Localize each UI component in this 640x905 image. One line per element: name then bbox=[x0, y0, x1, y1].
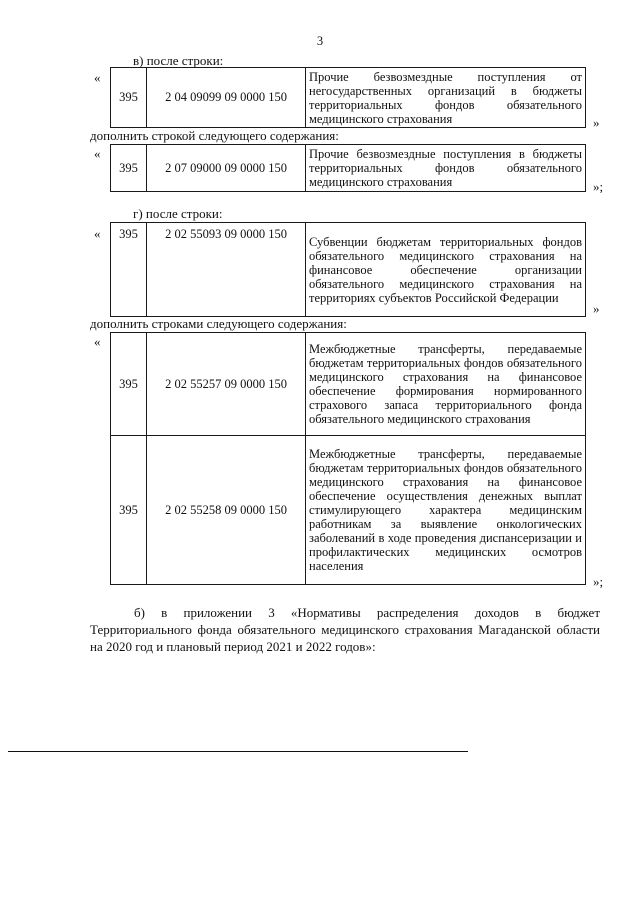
open-quote: « bbox=[94, 226, 101, 241]
closing-paragraph: б) в приложении 3 «Нормативы распределения доходов в бюджет Территориального фонда обязательного медицинского страхования Магаданской области на 2020 год и плановый период 2021 и 2022 годов»: bbox=[90, 605, 600, 654]
open-quote: « bbox=[94, 146, 101, 161]
admin-code-cell: 395 bbox=[111, 436, 147, 585]
table-v bbox=[110, 67, 586, 128]
revenue-name-cell: Прочие безвозмездные поступления от негосударственных организаций в бюджеты территориальных фондов обязательного медицинского страхования bbox=[306, 68, 586, 128]
add-row-label: дополнить строкой следующего содержания: bbox=[90, 128, 339, 143]
open-quote: « bbox=[94, 334, 101, 349]
admin-code-cell: 395 bbox=[111, 223, 147, 317]
open-quote: « bbox=[94, 70, 101, 85]
table-g bbox=[110, 222, 586, 317]
table-row bbox=[111, 333, 586, 436]
admin-code-cell: 395 bbox=[111, 68, 147, 128]
revenue-code-cell: 2 02 55257 09 0000 150 bbox=[147, 333, 306, 436]
close-quote-semicolon: »; bbox=[593, 574, 604, 589]
admin-code-cell: 395 bbox=[111, 333, 147, 436]
table-add-one bbox=[110, 144, 586, 192]
revenue-code-cell: 2 04 09099 09 0000 150 bbox=[147, 68, 306, 128]
footer-rule bbox=[8, 751, 468, 752]
revenue-code-cell: 2 07 09000 09 0000 150 bbox=[147, 145, 306, 192]
revenue-name-cell: Межбюджетные трансферты, передаваемые бюджетам территориальных фондов обязательного медицинского страхования на финансовое обеспечение формирования нормированного страхового запаса территориального фонда обязательного медицинского страхования bbox=[306, 333, 586, 436]
close-quote: » bbox=[593, 301, 600, 316]
table-row bbox=[111, 145, 586, 192]
page-number: 3 bbox=[316, 34, 324, 48]
table-row bbox=[111, 223, 586, 317]
close-quote-semicolon: »; bbox=[593, 179, 604, 194]
section-v-label: в) после строки: bbox=[133, 53, 224, 68]
add-rows-label: дополнить строками следующего содержания: bbox=[90, 316, 347, 331]
revenue-name-cell: Межбюджетные трансферты, передаваемые бюджетам территориальных фондов обязательного медицинского страхования на финансовое обеспечение осуществления денежных выплат стимулирующего характера медицинским работникам за выявление онкологических заболеваний в ходе проведения диспансеризации и профилактических медицинских осмотров населения bbox=[306, 436, 586, 585]
revenue-code-cell: 2 02 55258 09 0000 150 bbox=[147, 436, 306, 585]
revenue-code-cell: 2 02 55093 09 0000 150 bbox=[147, 223, 306, 317]
close-quote: » bbox=[593, 115, 600, 130]
admin-code-cell: 395 bbox=[111, 145, 147, 192]
table-add-many bbox=[110, 332, 586, 585]
section-g-label: г) после строки: bbox=[133, 206, 223, 221]
revenue-name-cell: Субвенции бюджетам территориальных фондов обязательного медицинского страхования на финансовое обеспечение организации обязательного медицинского страхования на территориях субъектов Российской Федерации bbox=[306, 223, 586, 317]
revenue-name-cell: Прочие безвозмездные поступления в бюджеты территориальных фондов обязательного медицинского страхования bbox=[306, 145, 586, 192]
table-row bbox=[111, 436, 586, 585]
table-row bbox=[111, 68, 586, 128]
